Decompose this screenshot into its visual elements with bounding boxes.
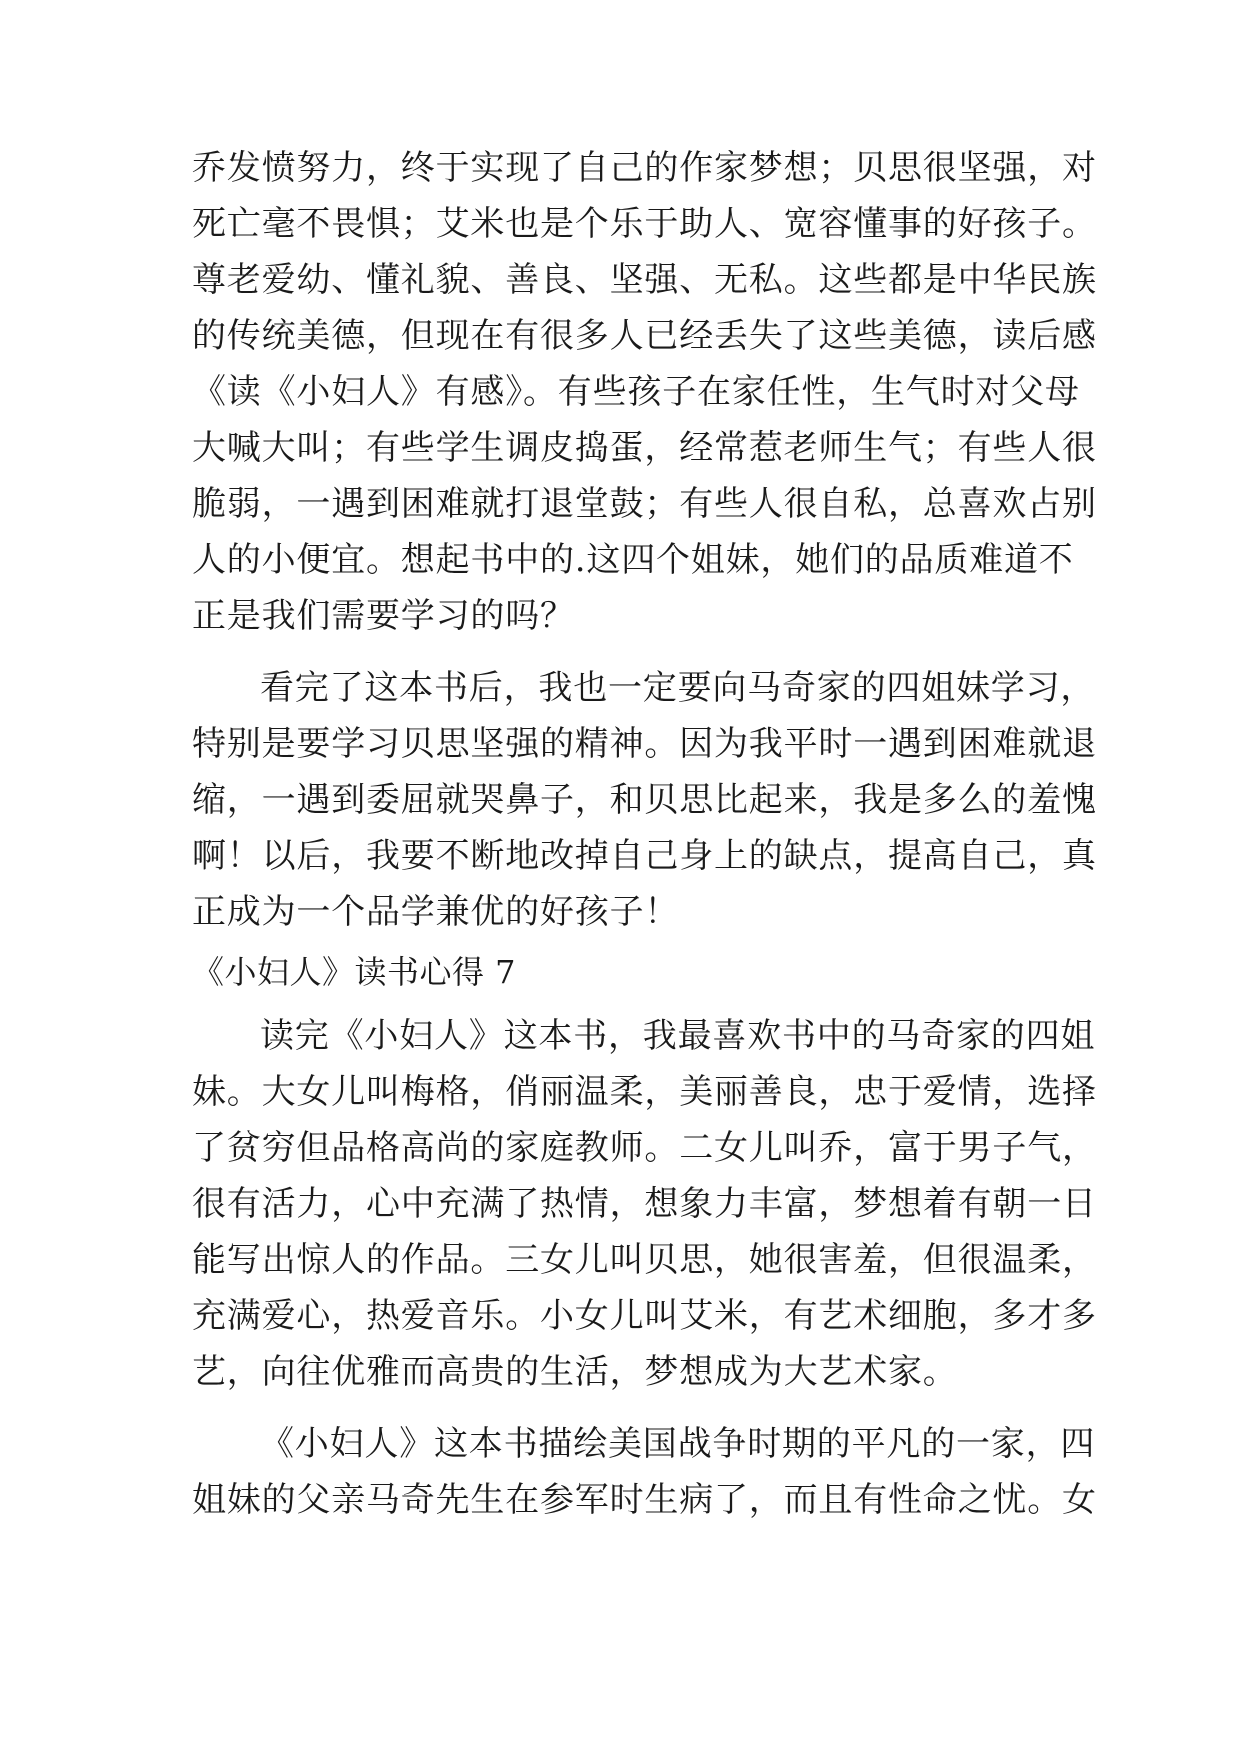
- text-line: 的传统美德，但现在有很多人已经丢失了这些美德，读后感: [192, 316, 1097, 356]
- text-line: 大喊大叫；有些学生调皮捣蛋，经常惹老师生气；有些人很: [192, 428, 1097, 468]
- section-heading: 《小妇人》读书心得 7: [192, 953, 517, 991]
- text-line: 死亡毫不畏惧；艾米也是个乐于助人、宽容懂事的好孩子。: [192, 204, 1097, 244]
- text-line: 缩，一遇到委屈就哭鼻子，和贝思比起来，我是多么的羞愧: [192, 780, 1097, 820]
- paragraph-first-line: 读完《小妇人》这本书，我最喜欢书中的马奇家的四姐: [260, 1016, 1096, 1056]
- text-line: 正成为一个品学兼优的好孩子！: [192, 892, 680, 932]
- text-line: 艺，向往优雅而高贵的生活，梦想成为大艺术家。: [192, 1352, 958, 1392]
- text-line: 充满爱心，热爱音乐。小女儿叫艾米，有艺术细胞，多才多: [192, 1296, 1097, 1336]
- text-line: 正是我们需要学习的吗？: [192, 596, 575, 636]
- paragraph-first-line: 《小妇人》这本书描绘美国战争时期的平凡的一家，四: [260, 1424, 1096, 1464]
- text-line: 能写出惊人的作品。三女儿叫贝思，她很害羞，但很温柔，: [192, 1240, 1097, 1280]
- text-line: 很有活力，心中充满了热情，想象力丰富，梦想着有朝一日: [192, 1184, 1097, 1224]
- text-line: 姐妹的父亲马奇先生在参军时生病了，而且有性命之忧。女: [192, 1480, 1097, 1520]
- paragraph-first-line: 看完了这本书后，我也一定要向马奇家的四姐妹学习，: [260, 668, 1096, 708]
- text-line: 了贫穷但品格高尚的家庭教师。二女儿叫乔，富于男子气，: [192, 1128, 1097, 1168]
- text-line: 《读《小妇人》有感》。有些孩子在家任性，生气时对父母: [192, 372, 1080, 412]
- text-line: 妹。大女儿叫梅格，俏丽温柔，美丽善良，忠于爱情，选择: [192, 1072, 1097, 1112]
- text-line: 人的小便宜。想起书中的.这四个姐妹，她们的品质难道不: [192, 540, 1074, 580]
- text-line: 乔发愤努力，终于实现了自己的作家梦想；贝思很坚强，对: [192, 148, 1097, 188]
- text-line: 特别是要学习贝思坚强的精神。因为我平时一遇到困难就退: [192, 724, 1097, 764]
- text-line: 脆弱，一遇到困难就打退堂鼓；有些人很自私，总喜欢占别: [192, 484, 1097, 524]
- text-line: 尊老爱幼、懂礼貌、善良、坚强、无私。这些都是中华民族: [192, 260, 1097, 300]
- text-line: 啊！以后，我要不断地改掉自己身上的缺点，提高自己，真: [192, 836, 1097, 876]
